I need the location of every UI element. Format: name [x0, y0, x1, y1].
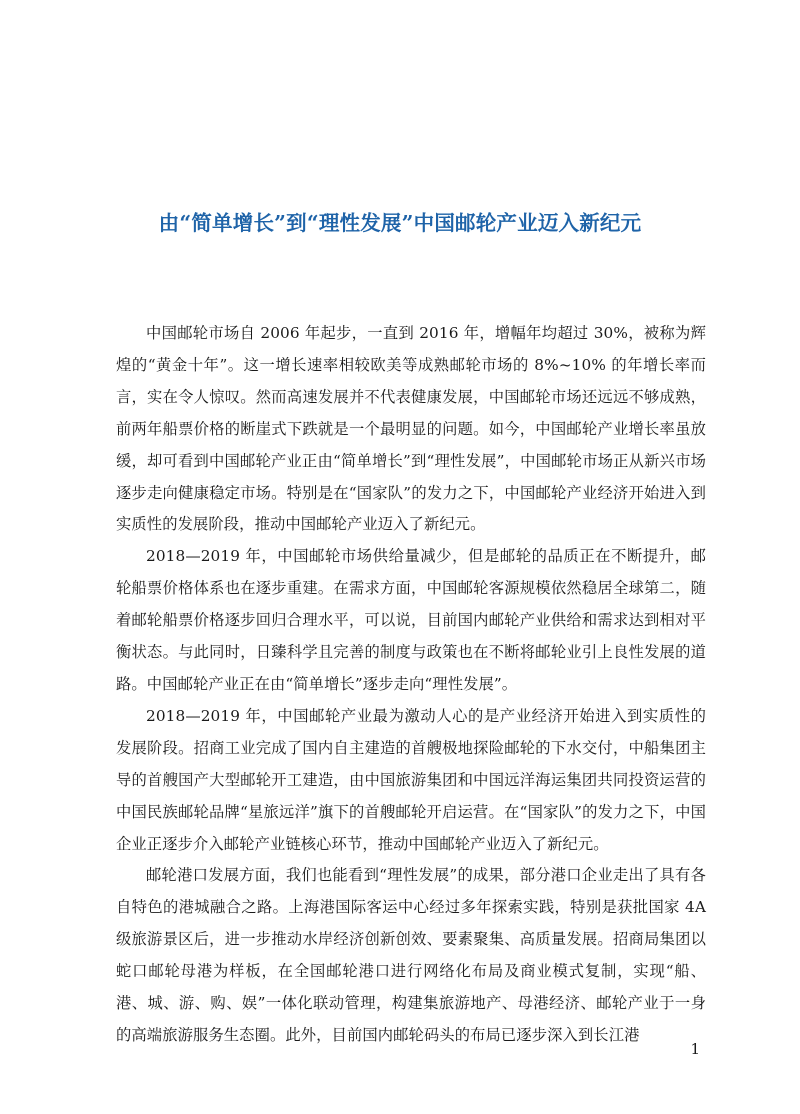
- article-body: [116, 318, 706, 1052]
- paragraph-2: 2018—2019 年，中国邮轮市场供给量减少，但是邮轮的品质正在不断提升，邮轮船票价格体系也在逐步重建。在需求方面，中国邮轮客源规模依然稳居全球第二，随着邮轮船票价格逐步回归合理水平，可以说，目前国内邮轮产业供给和需求达到相对平衡状态。与此同时，日臻科学且完善的制度与政策也在不断将邮轮业引上良性发展的道路。中国邮轮产业正在由“简单增长”逐步走向“理性发展”。: [116, 547, 706, 693]
- paragraph-1: 中国邮轮市场自 2006 年起步，一直到 2016 年，增幅年均超过 30%，被称为辉煌的“黄金十年”。这一增长速率相较欧美等成熟邮轮市场的 8%~10% 的年增长率而言，实在令人惊叹。然而高速发展并不代表健康发展，中国邮轮市场还远远不够成熟，前两年船票价格的断崖式下跌就是一个最明显的问题。如今，中国邮轮产业增长率虽放缓，却可看到中国邮轮产业正由“简单增长”到“理性发展”，中国邮轮市场正从新兴市场逐步走向健康稳定市场。特别是在“国家队”的发力之下，中国邮轮产业经济开始进入到实质性的发展阶段，推动中国邮轮产业迈入了新纪元。: [116, 324, 706, 534]
- paragraph-4: 邮轮港口发展方面，我们也能看到“理性发展”的成果，部分港口企业走出了具有各自特色的港城融合之路。上海港国际客运中心经过多年探索实践，特别是获批国家 4A 级旅游景区后，进一步推动水岸经济创新创效、要素聚集、高质量发展。招商局集团以蛇口邮轮母港为样板，在全国邮轮港口进行网络化布局及商业模式复制，实现“船、港、城、游、购、娱”一体化联动管理，构建集旅游地产、母港经济、邮轮产业于一身的高端旅游服务生态圈。此外，目前国内邮轮码头的布局已逐步深入到长江港: [116, 866, 706, 1044]
- article-title: 由“简单增长”到“理性发展”中国邮轮产业迈入新纪元: [158, 211, 642, 235]
- paragraph-3: 2018—2019 年，中国邮轮产业最为激动人心的是产业经济开始进入到实质性的发展阶段。招商工业完成了国内自主建造的首艘极地探险邮轮的下水交付，中船集团主导的首艘国产大型邮轮开工建造，由中国旅游集团和中国远洋海运集团共同投资运营的中国民族邮轮品牌“星旅远洋”旗下的首艘邮轮开启运营。在“国家队”的发力之下，中国企业正逐步介入邮轮产业链核心环节，推动中国邮轮产业迈入了新纪元。: [116, 706, 706, 853]
- page-number: 1: [690, 1040, 700, 1058]
